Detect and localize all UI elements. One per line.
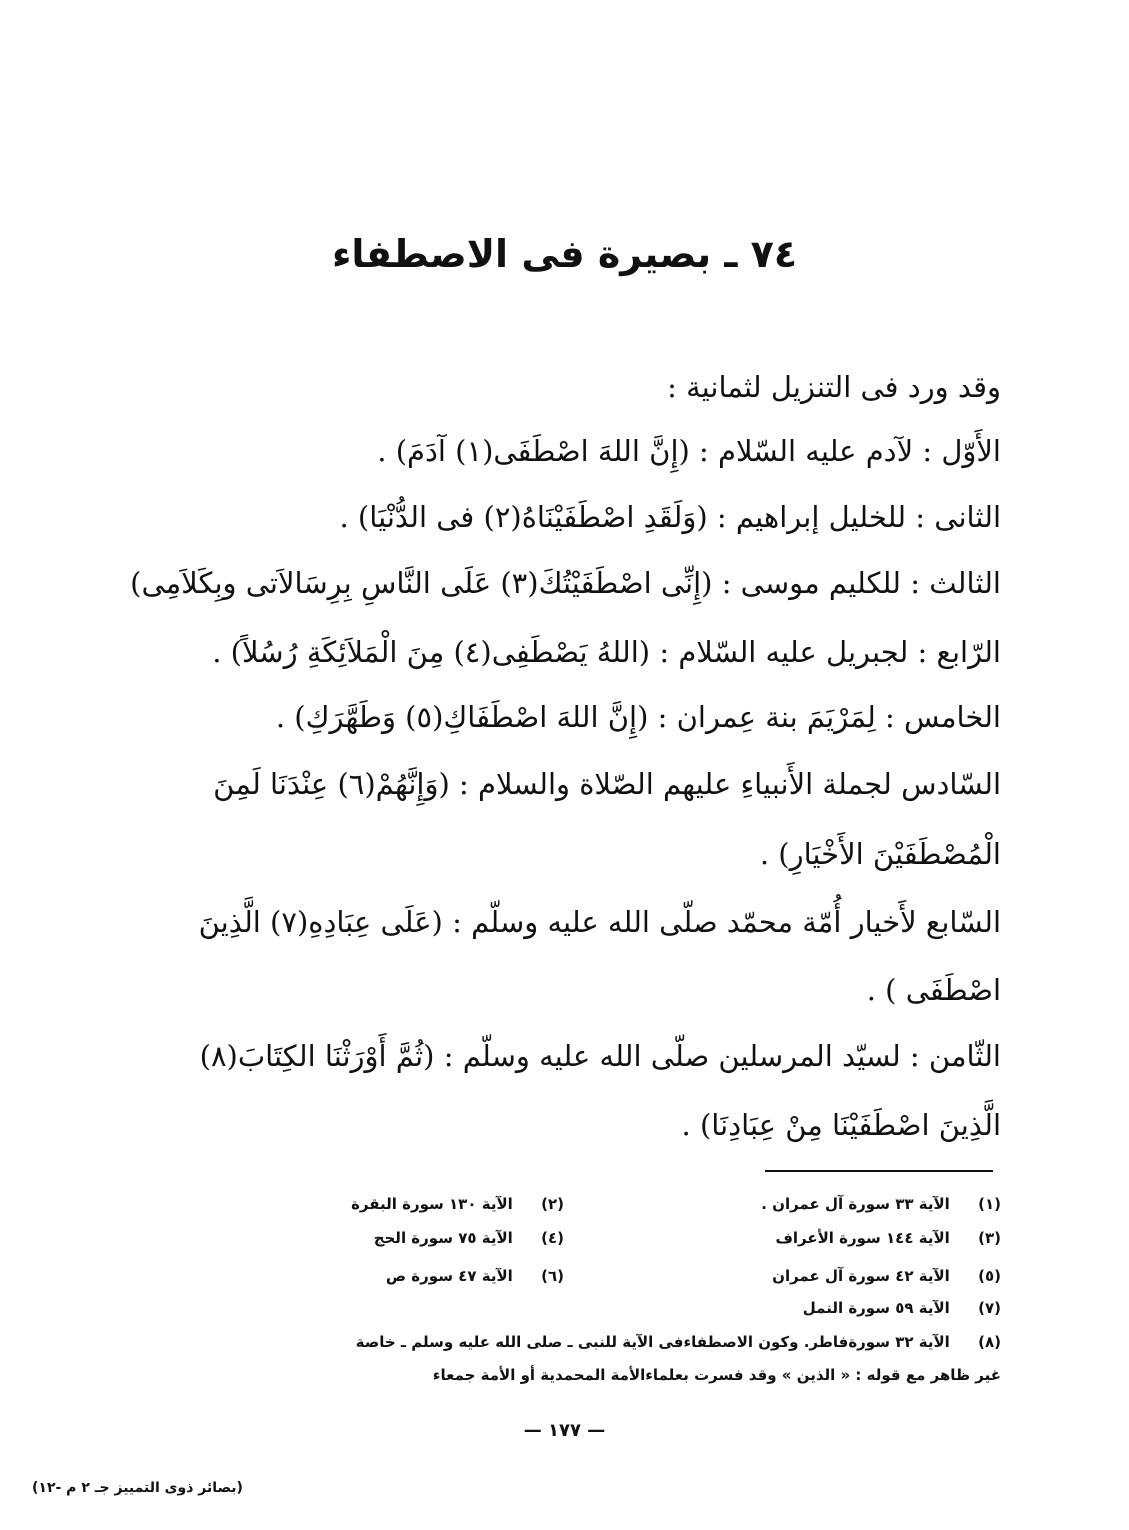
footnote-2 [351, 1192, 564, 1216]
footnote-separator [765, 1170, 993, 1172]
body-line: اصْطَفَى ) . [866, 973, 1001, 1007]
footnote-text: الآية ٤٧ سورة ص [385, 1267, 513, 1285]
body-line: الثّامن : لسيّد المرسلين صلّى الله عليه وسلّم : (ثُمَّ أَوْرَثْنَا الكِتَابَ(٨) [199, 1039, 1001, 1073]
section-title: ٧٤ ـ بصيرة فى الاصطفاء [331, 232, 798, 276]
footnote-text: الآية ١٤٤ سورة الأعراف [775, 1229, 950, 1247]
printer-signature: (بصائر ذوى التمييز جـ ٢ م -١٢) [32, 1480, 243, 1496]
footnote-number: (٤) [541, 1229, 564, 1247]
body-line: الرّابع : لجبريل عليه السّلام : (اللهُ يَصْطَفِى(٤) مِنَ الْمَلاَئِكَةِ رُسُلاً) . [212, 635, 1001, 669]
footnote-text: الآية ٥٩ سورة النمل [802, 1299, 950, 1317]
body-line: وقد ورد فى التنزيل لثمانية : [667, 370, 1001, 404]
footnote-text: الآية ٧٥ سورة الحج [373, 1229, 513, 1247]
body-line: الثالث : للكليم موسى : (إِنِّى اصْطَفَيْتُكَ(٣) عَلَى النَّاسِ بِرِسَالاَتى وبِكَلاَمِى) [130, 566, 1001, 600]
footnote-text: الآية ٣٣ سورة آل عمران . [761, 1195, 950, 1213]
footnote-text: الآية ٤٢ سورة آل عمران [772, 1267, 950, 1285]
footnote-7 [803, 1296, 1001, 1320]
footnote-text: الآية ٣٢ سورةفاطر. وكون الاصطفاءفى الآية للنبى ـ صلى الله عليه وسلم ـ خاصة [355, 1333, 950, 1351]
footnote-number: (٨) [978, 1333, 1001, 1351]
footnote-1 [761, 1192, 1001, 1216]
body-line: السّابع لأَخيار أُمّة محمّد صلّى الله عليه وسلّم : (عَلَى عِبَادِهِ(٧) الَّذِينَ [198, 905, 1001, 939]
body-line: الخامس : لِمَرْيَمَ بنة عِمران : (إِنَّ اللهَ اصْطَفَاكِ(٥) وَطَهَّرَكِ) . [275, 700, 1001, 734]
body-line: الَّذِينَ اصْطَفَيْنَا مِنْ عِبَادِنَا) . [681, 1108, 1001, 1142]
body-line: الأَوّل : لآدم عليه السّلام : (إِنَّ اللهَ اصْطَفَى(١) آدَمَ) . [377, 434, 1001, 468]
footnote-3 [775, 1226, 1001, 1250]
footnote-number: (٣) [978, 1229, 1001, 1247]
body-line: السّادس لجملة الأَنبياءِ عليهم الصّلاة والسلام : (وَإِنَّهُمْ(٦) عِنْدَنَا لَمِنَ [213, 767, 1001, 801]
footnote-5 [772, 1264, 1001, 1288]
footnote-8 [356, 1330, 1001, 1354]
footnote-text: الآية ١٣٠ سورة البقرة [351, 1195, 513, 1213]
footnote-8-continuation: غير ظاهر مع قوله : « الذين » وقد فسرت بعلماءالأمة المحمدية أو الأمة جمعاء [432, 1366, 1001, 1384]
body-line: الْمُصْطَفَيْنَ الأَخْيَارِ) . [759, 837, 1001, 871]
footnote-number: (٧) [978, 1299, 1001, 1317]
footnote-4 [374, 1226, 564, 1250]
footnote-number: (٦) [541, 1267, 564, 1285]
footnote-number: (٥) [978, 1267, 1001, 1285]
footnote-6 [386, 1264, 564, 1288]
footnote-number: (٢) [541, 1195, 564, 1213]
page-number: — ١٧٧ — [523, 1420, 606, 1441]
footnote-number: (١) [978, 1195, 1001, 1213]
body-line: الثانى : للخليل إبراهيم : (وَلَقَدِ اصْطَفَيْنَاهُ(٢) فى الدُّنْيَا) . [339, 500, 1001, 534]
